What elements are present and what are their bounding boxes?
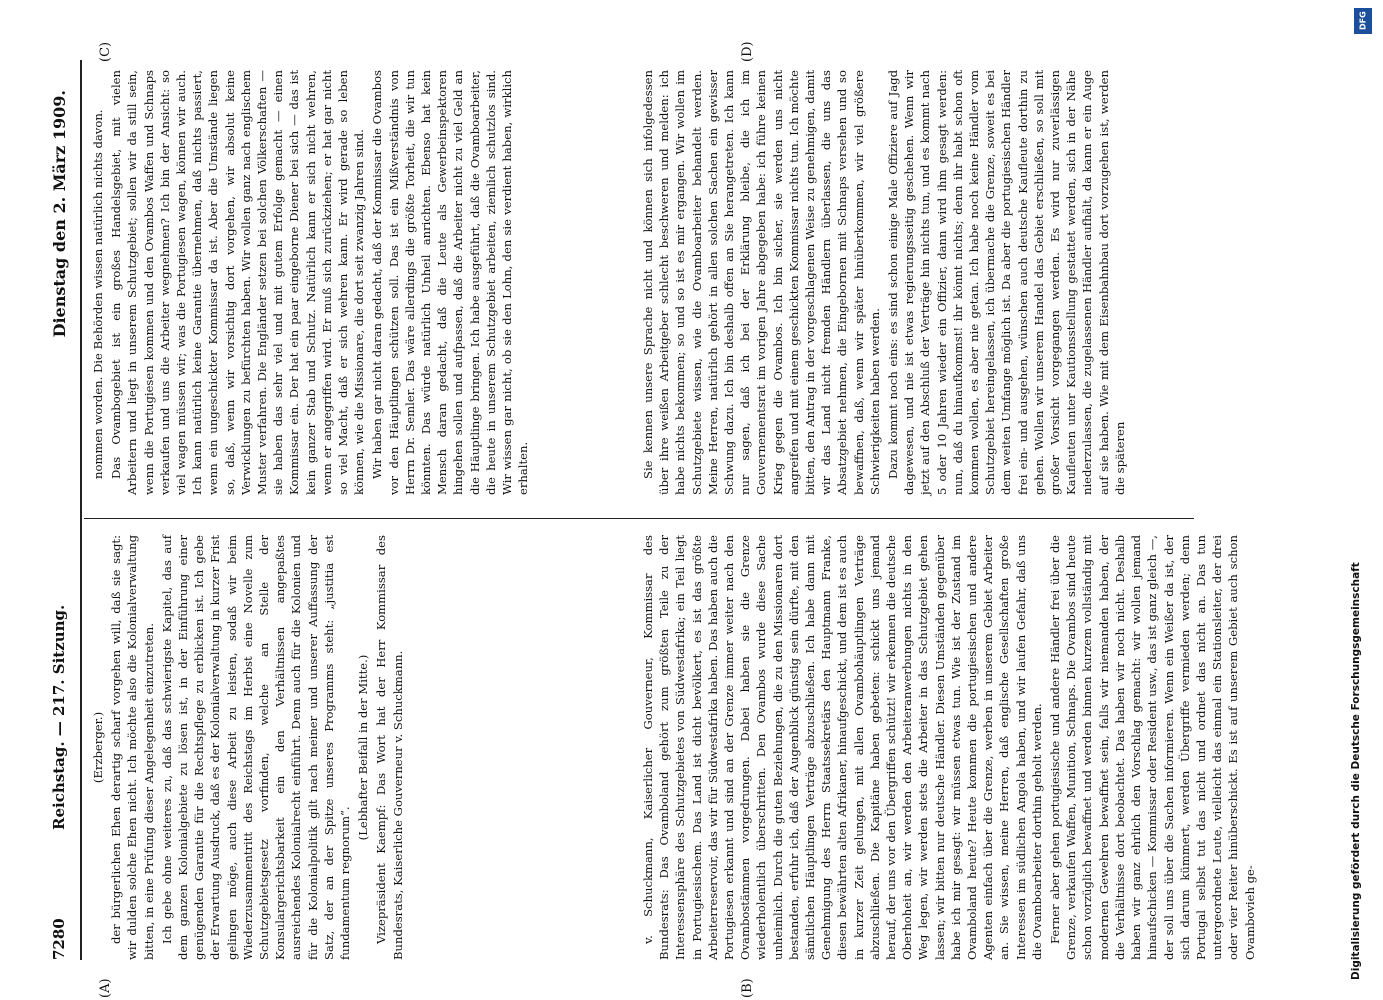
margin-marker-d: (D) <box>740 41 755 62</box>
rotated-newspaper-sheet <box>50 41 1360 998</box>
text-column-right-top <box>90 70 620 495</box>
page-title: Reichstag. — 217. Sitzung. <box>50 604 68 830</box>
session-date: Dienstag den 2. März 1909. <box>50 90 69 338</box>
text-column-right-bottom <box>640 70 1200 495</box>
speaker-reference: (Erzberger.) <box>91 711 105 784</box>
margin-marker-a: (A) <box>98 978 113 998</box>
paragraph: v. Schuckmann, Kaiserlicher Gouverneur, Kommissar des Bundesrats: Das Ovamboland gehört zum größten Teile zu der Interessensphäre des Schutzgebietes von Südwestafrika; ein Teil liegt in Portugiesischem. Das Land ist dicht bevölkert, es ist das größte Arbeiterreservoir, das wir für Südwestafrika haben. Das haben auch die Portugiesen erkannt und sind an der Grenze immer weiter nach den Ovambostämmen vorgedrungen. Dabei haben sie die Grenze wiederholentlich überschritten. Den Ovambos wurde diese Sache unheimlich. Durch die guten Beziehungen, die zu den Missionaren dort bestanden, erfuhr ich, daß der Augenblick günstig sein dürfte, mit den sämtlichen Häuptlingen Verträge abzuschließen. Ich habe dann mit Genehmigung des Herrn Staatssekretärs den Hauptmann Franke, diesen bewährten alten Afrikaner, hinaufgeschickt, und dem ist es auch in kurzer Zeit gelungen, mit allen Ovambohäuptlingen Verträge abzuschließen. Die Kapitäne haben gebeten: schickt uns jemand herauf, der uns vor den Übergriffen schützt! wir erkennen die deutsche Oberhoheit an, wir werden den Arbeiteranwerbungen nichts in den Weg legen, wir werden stets die Arbeiter in das Schutzgebiet gehen lassen; wir bitten nur deutsche Händler. Diesen Umständen gegenüber habe ich mir gesagt: wir müssen etwas tun. Wie ist der Zustand im Ovamboland heute? Heute kommen die portugiesischen und andere Agenten einfach über die Grenze, werben in unserem Gebiet Arbeiter an. Sie wissen, meine Herren, daß englische Gesellschaften große Interessen im südlichen Angola haben, und wir laufen Gefahr, daß uns die Ovamboarbeiter dorthin geholt werden. <box>641 535 1044 960</box>
column-divider <box>84 518 1194 519</box>
page-number: 7280 <box>50 918 68 960</box>
paragraph: Sie kennen unsere Sprache nicht und können sich infolgedessen über ihre weißen Arbeitgeber schlecht beschweren und melden: ich habe nichts bekommen; so und so ist es mir ergangen. Wir wollen im Schutzgebiete wissen, wie die Ovamboarbeiter behandelt werden. Meine Herren, natürlich gehört in allen solchen Sachen ein gewisser Schwung dazu. Ich bin deshalb offen an Sie herangetreten. Ich kann nur sagen, daß ich bei der Erklärung bleibe, die ich im Gouvernementsrat im vorigen Jahre abgegeben habe: ich führe keinen Krieg gegen die Ovambos. Ich bin sicher, sie werden uns nicht angreifen und mit einem geschickten Kommissar nichts tun. Ich möchte bitten, den Antrag in der vorgeschlagenen Weise zu genehmigen, damit wir das Land nicht fremden Händlern überlassen, die uns das Absatzgebiet nehmen, die Eingebornen mit Schnaps versehen und so bewaffnen, daß, wenn wir später hinüberkommen, wir viel größere Schwierigkeiten haben werden. <box>641 70 882 495</box>
credit-text: Digitalisierung gefördert durch die Deutsche Forschungsgemeinschaft <box>1350 562 1362 980</box>
text-column-left-bottom <box>640 535 1257 960</box>
paragraph: Wir haben gar nicht daran gedacht, daß der Kommissar die Ovambos vor den Häuptlingen schützen soll. Das ist ein Mißverständnis von Herrn Dr. Semler. Das wäre allerdings die größte Torheit, die wir tun könnten. Das würde natürlich Unheil anrichten. Ebenso hat kein Mensch daran gedacht, daß die Leute als Gewerbeinspektoren hingehen sollen und aufpassen, daß die Arbeiter nicht zu viel Geld an die Häuptlinge bringen. Ich habe ausgeführt, daß die Ovamboarbeiter, die heute in unserem Schutzgebiet arbeiten, ziemlich schutzlos sind. Wir wissen gar nicht, ob sie den Lohn, den sie verdient haben, wirklich erhalten. <box>370 70 531 495</box>
paragraph: Das Ovambogebiet ist ein großes Handelsgebiet, mit vielen Arbeitern und liegt in unserem Schutzgebiet; sollen wir da still sein, wenn die Portugiesen kommen und den Ovambos Waffen und Schnaps verkaufen und uns die Arbeiter wegnehmen? Ich bin der Ansicht: so viel wagen müssen wir; was die Portugiesen wagen, können wir auch. Ich kann natürlich keine Garantie übernehmen, daß nichts passiert, wenn ein ungeschickter Kommissar da ist. Aber die Umstände liegen so, daß, wenn wir vorsichtig dort vorgehen, wir absolut keine Verwicklungen zu befürchten haben. Wir wollen ganz nach englischem Muster verfahren. Die Engländer setzen bei solchen Völkerschaften — sie haben das sehr viel und mit gutem Erfolge gemacht — einen Kommissar ein. Der hat ein paar eingeborne Diener bei sich — das ist kein ganzer Stab und Schutz. Natürlich kann er sich nicht wehren, wenn er angegriffen wird. Er muß sich zurückziehen; er hat gar nicht so viel Macht, daß er sich wehren kann. Er wird gerade so leben können, wie die Missionare, die dort seit zwanzig Jahren sind. <box>109 70 367 495</box>
paragraph: Ferner aber gehen portugiesische und andere Händler frei über die Grenze, verkaufen Waffen, Munition, Schnaps. Die Ovambos sind heute schon vorzüglich bewaffnet und werden binnen kurzem vollständig mit modernen Gewehren bewaffnet sein, falls wir niemanden haben, der die Verhältnisse dort beobachtet. Das haben wir noch nicht. Deshalb haben wir ganz ehrlich den Vorschlag gemacht: wir wollen jemand hinaufschicken — Kommissar oder Resident usw., das ist ganz gleich —, der soll uns über die Sachen informieren. Wenn ein Weißer da ist, der sich darum kümmert, werden Übergriffe vermieden werden; denn Portugal selbst tut das nicht und ordnet das nicht an. Das tun untergeordnete Leute, vielleicht das einmal ein Stationsleiter, der drei oder vier Reiter hinüberschickt. Es ist auf unserem Gebiet auch schon Ovambovieh ge- <box>1048 535 1257 960</box>
paragraph: Ich gebe ohne weiteres zu, daß das schwierigste Kapitel, das auf dem ganzen Kolonialgebiete zu lösen ist, in der Einführung einer genügenden Garantie für die Rechtspflege zu erblicken ist. Ich gebe der Erwartung Ausdruck, daß es der Kolonialverwaltung in kurzer Frist gelingen möge, auch diese Arbeit zu leisten, sodaß wir beim Wiederzusammentritt des Reichstags im Herbst eine Novelle zum Schutzgebietsgesetz vorfinden, welche an Stelle der Konsulargerichtsbarkeit ein den Verhältnissen angepaßtes ausreichendes Kolonialrecht einführt. Denn auch für die Kolonien und für die Kolonialpolitik gilt nach meiner und unserer Auffassung der Satz, der an der Spitze unseres Programms steht: „justitia est fundamentum regnorum“. <box>159 535 353 960</box>
header-rule <box>80 60 82 960</box>
margin-marker-b: (B) <box>740 978 755 998</box>
paragraph: Dazu kommt noch eins: es sind schon einige Male Offiziere auf Jagd dagewesen, und nie ist etwas regierungsseitig geschehen. Wenn wir jetzt auf den Abschluß der Verträge hin nichts tun, und es kommt nach 5 oder 10 Jahren wieder ein Offizier, dann wird ihm gesagt werden: nun, daß du hinaufkommst! ihr könnt nichts; denn ihr habt schon oft kommen wollen, es aber nie getan. Ich habe noch keine Händler vom Schutzgebiet hereingelassen, ich übermache die Grenze, soweit es bei dem weiten Umfange möglich ist. Da aber die portugiesischen Händler frei ein- und ausgehen, wünschen auch deutsche Kaufleute dorthin zu gehen. Wollen wir unserem Handel das Gebiet erschließen, so soll mit großer Vorsicht vorgegangen werden. Es wird nur zuverlässigen Kaufleuten unter Kautionsstellung gestattet werden, sich in der Nähe niederzulassen, die zugelassenen Händler aufhält, da kann er ein Auge auf sie haben. Wie mit dem Eisenbahnbau dort vorzugehen ist, werden die späteren <box>886 70 1127 495</box>
text-column-left-top <box>90 535 620 960</box>
digitization-credit <box>1350 40 1370 980</box>
paragraph: nommen worden. Die Behörden wissen natürlich nichts davon. <box>91 109 105 479</box>
paragraph: der bürgerlichen Ehen derartig scharf vorgehen will, daß sie sagt: wir dulden solche Ehen nicht. Ich möchte also die Kolonialverwaltung bitten, in eine Prüfung dieser Angelegenheit einzutreten. <box>109 535 156 960</box>
dfg-logo: DFG <box>1354 8 1372 34</box>
paragraph: Vizepräsident Kaempf: Das Wort hat der Herr Kommissar des Bundesrats, Kaiserliche Gouverneur v. Schuckmann. <box>374 535 405 960</box>
margin-marker-c: (C) <box>98 41 113 62</box>
applause-note: (Lebhafter Beifall in der Mitte.) <box>356 654 371 841</box>
